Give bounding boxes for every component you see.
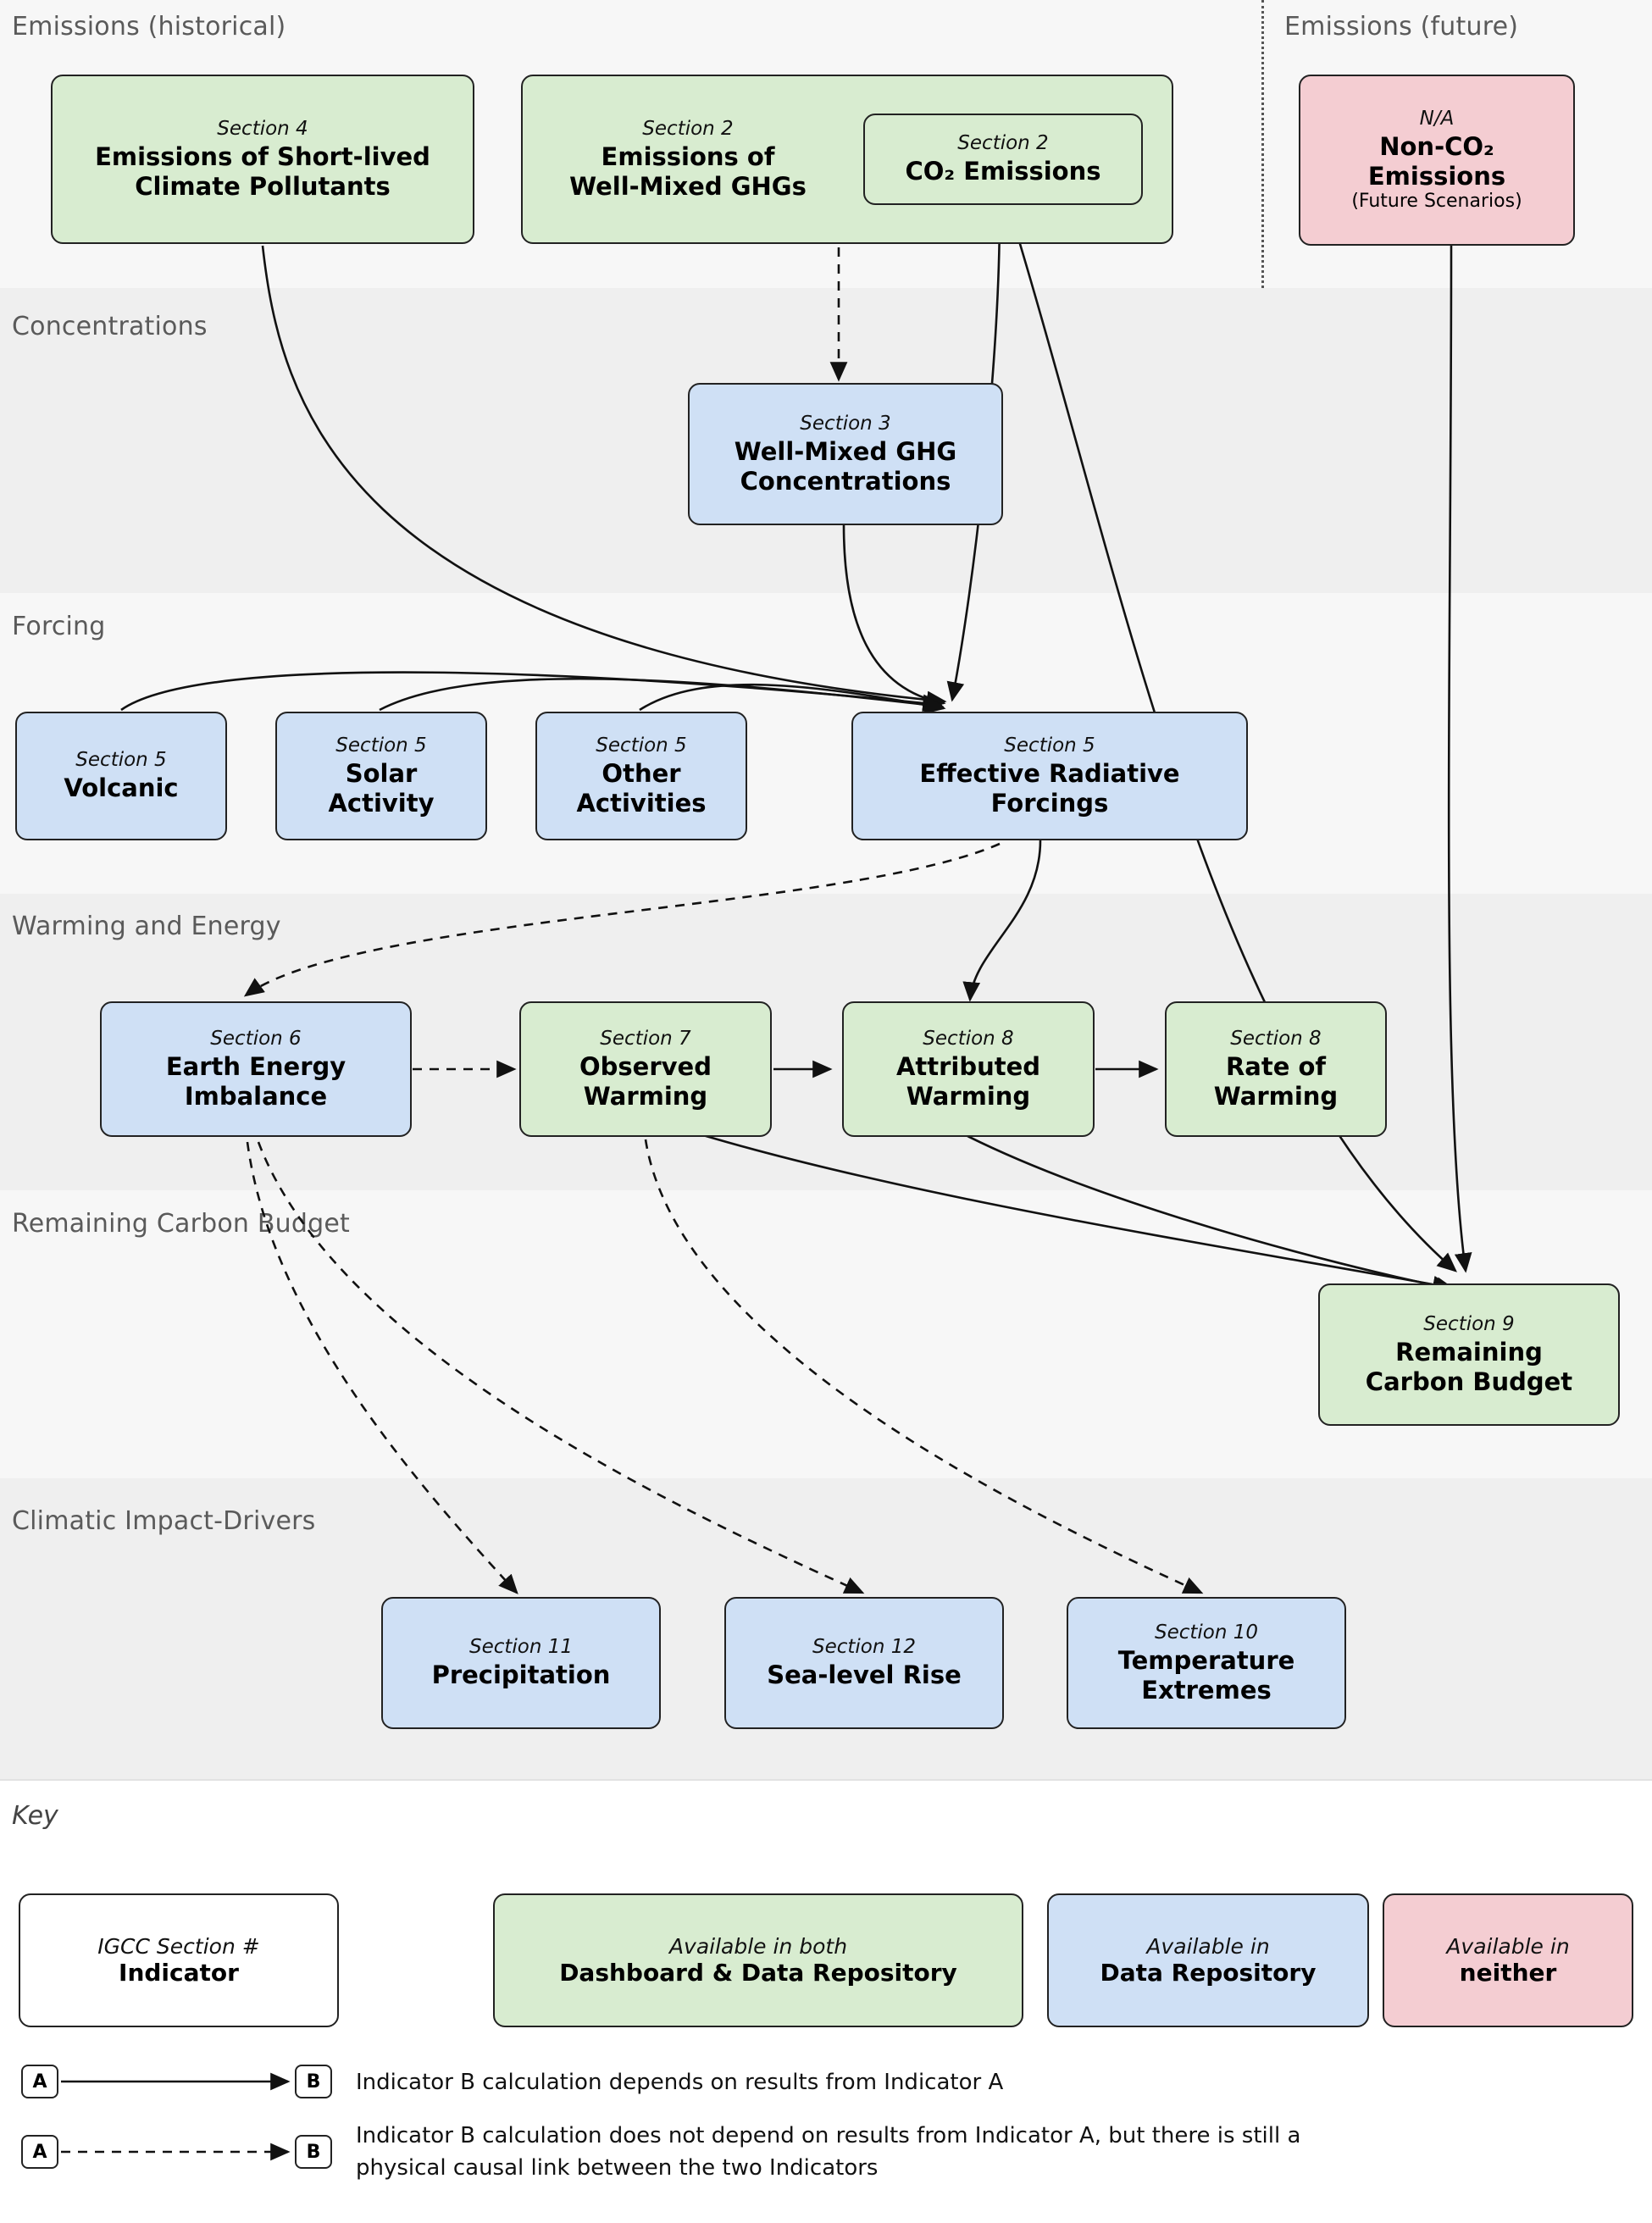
key-mini-a-solid: A (21, 2065, 58, 2098)
key-mini-b-dashed: B (295, 2135, 332, 2169)
key-mini-b-solid: B (295, 2065, 332, 2098)
node-wmghg-conc-title-1: Well-Mixed GHG (734, 437, 957, 467)
node-volcanic[interactable] (15, 712, 227, 840)
key-both-line2: Dashboard & Data Repository (559, 1959, 957, 1987)
key-dashed-description-line1: Indicator B calculation does not depend on results from Indicator A, but there is still a (356, 2123, 1301, 2148)
node-precipitation-section: Section 11 (468, 1636, 574, 1659)
band-label-emissions-future: Emissions (future) (1284, 12, 1519, 42)
node-attr-warming-title-2: Warming (906, 1081, 1031, 1111)
node-wmghg-emissions-section: Section 2 (642, 118, 734, 141)
node-wmghg-emissions-title-1: Emissions of (601, 142, 775, 172)
node-tempex-section: Section 10 (1154, 1622, 1259, 1644)
node-solar-activity[interactable] (275, 712, 487, 840)
node-tempex-title-1: Temperature (1117, 1646, 1295, 1676)
node-attr-warming-section: Section 8 (923, 1028, 1014, 1051)
node-solar-title-1: Solar (345, 759, 418, 789)
node-other-activities[interactable] (535, 712, 747, 840)
node-erf-title-1: Effective Radiative (919, 759, 1180, 789)
key-indicator-line2: Indicator (119, 1959, 239, 1987)
key-both-box (493, 1893, 1023, 2027)
node-obs-warming-section: Section 7 (600, 1028, 691, 1051)
node-tempex-title-2: Extremes (1141, 1675, 1272, 1705)
node-other-title-1: Other (601, 759, 681, 789)
node-slcp-title-1: Emissions of Short-lived (95, 142, 430, 172)
node-rcb-title-2: Carbon Budget (1365, 1367, 1573, 1396)
key-both-line1: Available in both (668, 1934, 848, 1959)
node-observed-warming[interactable] (519, 1001, 772, 1137)
node-obs-warming-title-1: Observed (579, 1052, 712, 1082)
node-non-co2-title-2: Emissions (1367, 161, 1506, 191)
key-title: Key (12, 1801, 58, 1831)
node-co2-emissions-section: Section 2 (957, 132, 1049, 155)
key-dashed-description-line2: physical causal link between the two Indicators (356, 2155, 879, 2181)
key-neither-box (1383, 1893, 1633, 2027)
node-rate-of-warming[interactable] (1165, 1001, 1387, 1137)
band-forcing-bg (0, 593, 1652, 894)
key-neither-line1: Available in (1446, 1934, 1570, 1959)
node-rate-warming-title-1: Rate of (1225, 1052, 1327, 1082)
node-non-co2-sub: (Future Scenarios) (1351, 190, 1522, 212)
node-non-co2-emissions[interactable] (1299, 75, 1575, 246)
node-slcp[interactable] (51, 75, 474, 244)
node-temperature-extremes[interactable] (1067, 1597, 1346, 1729)
emissions-divider (1261, 0, 1264, 288)
node-rcb-section: Section 9 (1423, 1313, 1515, 1336)
node-precipitation[interactable] (381, 1597, 661, 1729)
node-slr-title: Sea-level Rise (767, 1660, 962, 1690)
node-erf-title-2: Forcings (990, 788, 1109, 818)
node-remaining-carbon-budget[interactable] (1318, 1283, 1620, 1426)
node-eei-title-2: Imbalance (184, 1081, 328, 1111)
node-other-section: Section 5 (596, 735, 687, 757)
key-solid-description: Indicator B calculation depends on results from Indicator A (356, 2070, 1004, 2095)
node-slcp-section: Section 4 (217, 118, 308, 141)
node-co2-emissions-title: CO₂ Emissions (905, 157, 1101, 186)
node-solar-title-2: Activity (328, 788, 435, 818)
node-co2-emissions[interactable] (863, 114, 1143, 205)
key-repository-box (1047, 1893, 1369, 2027)
key-neither-line2: neither (1459, 1959, 1557, 1987)
node-obs-warming-title-2: Warming (583, 1081, 708, 1111)
key-repo-line1: Available in (1146, 1934, 1270, 1959)
node-wmghg-concentrations[interactable] (688, 383, 1003, 525)
node-attr-warming-title-1: Attributed (895, 1052, 1041, 1082)
node-non-co2-title-1: Non-CO₂ (1379, 132, 1494, 162)
node-other-title-2: Activities (576, 788, 707, 818)
node-earth-energy-imbalance[interactable] (100, 1001, 412, 1137)
band-label-concentrations: Concentrations (12, 312, 208, 341)
key-indicator-box (19, 1893, 339, 2027)
node-attributed-warming[interactable] (842, 1001, 1095, 1137)
node-erf-section: Section 5 (1004, 735, 1095, 757)
node-volcanic-section: Section 5 (75, 749, 167, 772)
node-rcb-title-1: Remaining (1395, 1338, 1543, 1367)
node-precipitation-title: Precipitation (431, 1660, 611, 1690)
band-label-forcing: Forcing (12, 612, 106, 641)
node-eei-section: Section 6 (210, 1028, 302, 1051)
key-indicator-line1: IGCC Section # (97, 1934, 260, 1959)
node-wmghg-conc-section: Section 3 (800, 413, 891, 435)
node-non-co2-section: N/A (1419, 108, 1455, 130)
node-effective-radiative-forcings[interactable] (851, 712, 1248, 840)
band-label-climatic-impact-drivers: Climatic Impact-Drivers (12, 1506, 316, 1536)
band-label-emissions-historical: Emissions (historical) (12, 12, 286, 42)
band-label-warming-energy: Warming and Energy (12, 912, 281, 941)
key-mini-a-dashed: A (21, 2135, 58, 2169)
node-wmghg-conc-title-2: Concentrations (740, 466, 951, 496)
node-wmghg-emissions-title-2: Well-Mixed GHGs (569, 171, 807, 201)
key-separator (0, 1779, 1652, 1781)
key-repo-line2: Data Repository (1100, 1959, 1317, 1987)
node-eei-title-1: Earth Energy (165, 1052, 346, 1082)
node-slcp-title-2: Climate Pollutants (135, 171, 391, 201)
node-slr-section: Section 12 (812, 1636, 917, 1659)
node-solar-section: Section 5 (335, 735, 427, 757)
node-rate-warming-section: Section 8 (1230, 1028, 1322, 1051)
node-rate-warming-title-2: Warming (1213, 1081, 1339, 1111)
node-sea-level-rise[interactable] (724, 1597, 1004, 1729)
node-volcanic-title: Volcanic (64, 773, 179, 803)
band-label-remaining-carbon-budget: Remaining Carbon Budget (12, 1209, 350, 1239)
